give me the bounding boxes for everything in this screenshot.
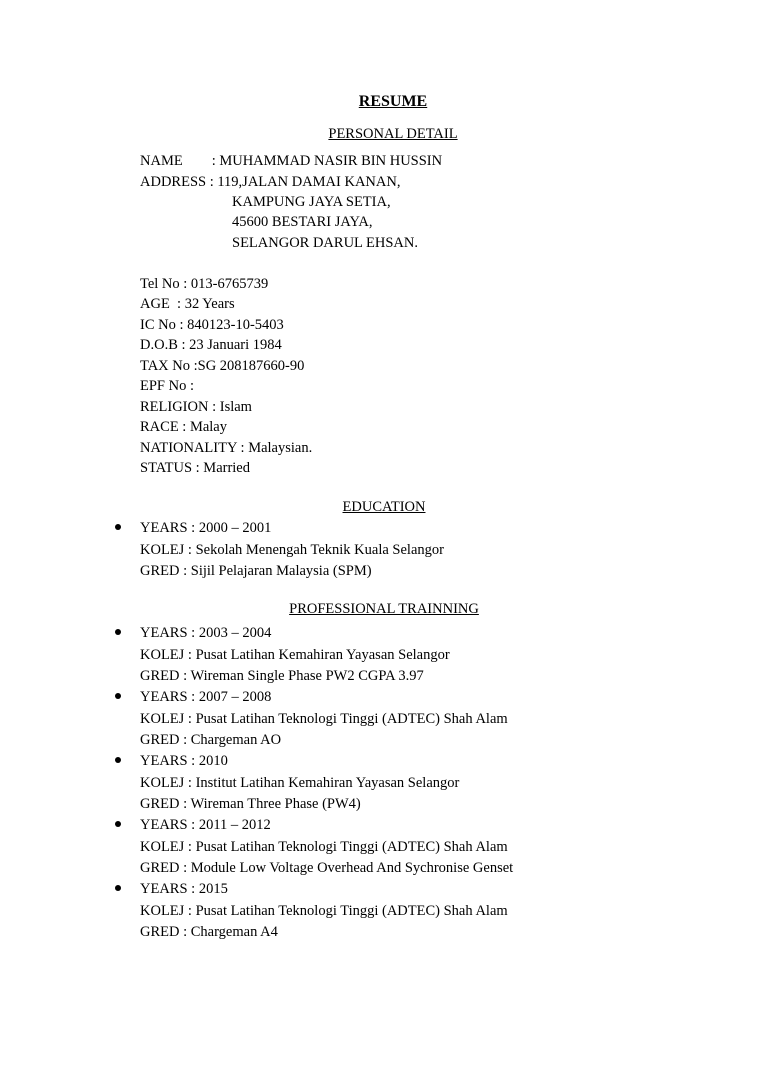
status-line: STATUS : Married <box>140 460 250 476</box>
page-title: RESUME <box>358 93 428 110</box>
training-kolej: KOLEJ : Pusat Latihan Teknologi Tinggi (ADTEC) Shah Alam <box>140 839 508 855</box>
list-bullet <box>115 821 121 827</box>
training-years: YEARS : 2010 <box>140 753 228 769</box>
address-line-2: KAMPUNG JAYA SETIA, <box>232 194 391 210</box>
training-heading: PROFESSIONAL TRAINNING <box>289 601 479 617</box>
address-line: ADDRESS : 119,JALAN DAMAI KANAN, <box>140 174 401 190</box>
education-kolej: KOLEJ : Sekolah Menengah Teknik Kuala Selangor <box>140 542 444 558</box>
list-bullet <box>115 629 121 635</box>
list-bullet <box>115 885 121 891</box>
education-heading: EDUCATION <box>342 499 426 515</box>
age-line: AGE : 32 Years <box>140 296 235 312</box>
dob-line: D.O.B : 23 Januari 1984 <box>140 337 282 353</box>
training-years: YEARS : 2007 – 2008 <box>140 689 272 705</box>
tel-line: Tel No : 013-6765739 <box>140 276 269 292</box>
training-years: YEARS : 2003 – 2004 <box>140 625 272 641</box>
training-gred: GRED : Wireman Single Phase PW2 CGPA 3.97 <box>140 668 424 684</box>
address-line-3: 45600 BESTARI JAYA, <box>232 214 373 230</box>
training-years: YEARS : 2011 – 2012 <box>140 817 271 833</box>
training-kolej: KOLEJ : Institut Latihan Kemahiran Yayasan Selangor <box>140 775 460 791</box>
training-gred: GRED : Module Low Voltage Overhead And Sychronise Genset <box>140 860 514 876</box>
list-bullet <box>115 757 121 763</box>
tax-line: TAX No :SG 208187660-90 <box>140 358 305 374</box>
name-line: NAME : MUHAMMAD NASIR BIN HUSSIN <box>140 153 443 169</box>
training-kolej: KOLEJ : Pusat Latihan Teknologi Tinggi (ADTEC) Shah Alam <box>140 711 508 727</box>
religion-line: RELIGION : Islam <box>140 399 252 415</box>
epf-line: EPF No : <box>140 378 194 394</box>
ic-line: IC No : 840123-10-5403 <box>140 317 284 333</box>
training-gred: GRED : Wireman Three Phase (PW4) <box>140 796 361 812</box>
training-gred: GRED : Chargeman A4 <box>140 924 278 940</box>
education-years: YEARS : 2000 – 2001 <box>140 520 272 536</box>
training-kolej: KOLEJ : Pusat Latihan Kemahiran Yayasan Selangor <box>140 647 450 663</box>
education-gred: GRED : Sijil Pelajaran Malaysia (SPM) <box>140 563 372 579</box>
list-bullet <box>115 693 121 699</box>
training-years: YEARS : 2015 <box>140 881 228 897</box>
training-kolej: KOLEJ : Pusat Latihan Teknologi Tinggi (ADTEC) Shah Alam <box>140 903 508 919</box>
personal-detail-heading: PERSONAL DETAIL <box>328 126 458 142</box>
list-bullet <box>115 524 121 530</box>
race-line: RACE : Malay <box>140 419 227 435</box>
nationality-line: NATIONALITY : Malaysian. <box>140 440 313 456</box>
address-line-4: SELANGOR DARUL EHSAN. <box>232 235 418 251</box>
training-gred: GRED : Chargeman AO <box>140 732 282 748</box>
